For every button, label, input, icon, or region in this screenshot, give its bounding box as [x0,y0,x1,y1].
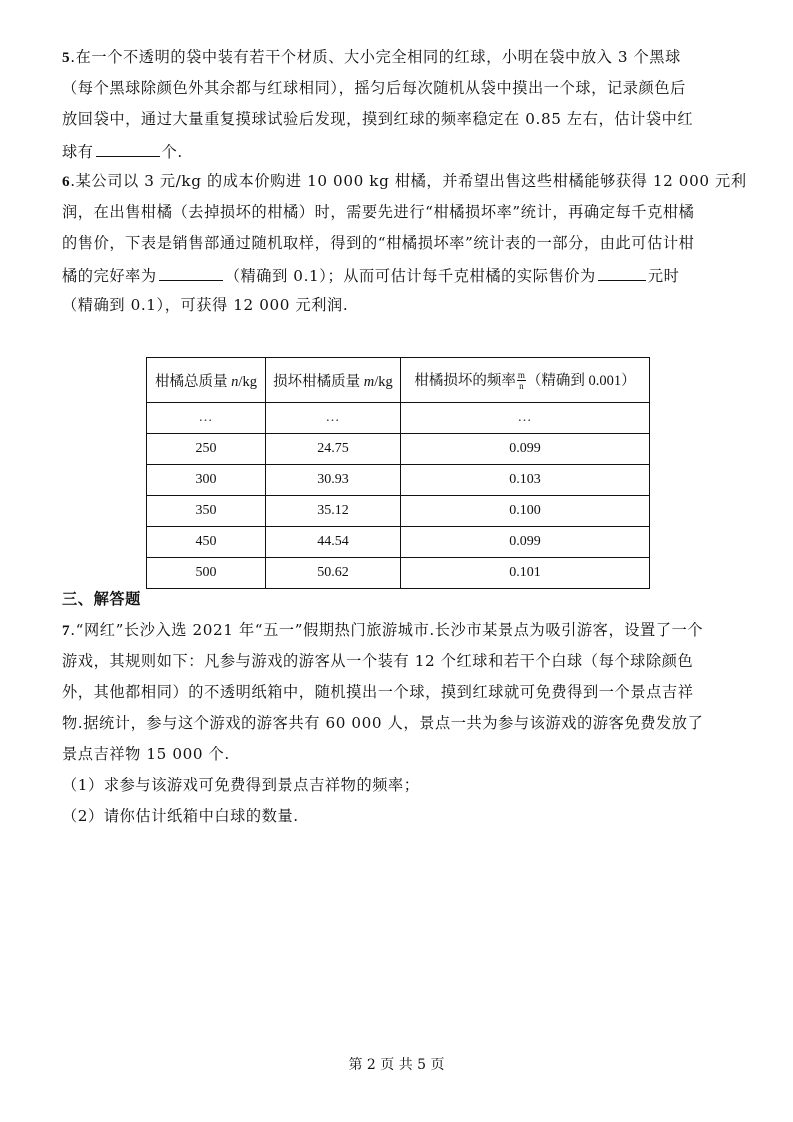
cell-total-mass: … [147,403,266,434]
page-footer: 第 2 页 共 5 页 [348,1057,445,1073]
cell-total-mass: 500 [147,558,266,589]
q6-intact-rate-blank[interactable] [159,264,223,281]
orange-damage-table [146,357,650,589]
cell-damaged-mass: 50.62 [266,558,401,589]
table-row [147,465,650,496]
cell-damaged-mass: 35.12 [266,496,401,527]
q5-line-3: 放回袋中，通过大量重复摸球试验后发现，摸到红球的频率稳定在 0.85 左右，估计袋中红 [62,110,694,128]
table-header-row [147,358,650,403]
cell-frequency: … [401,403,650,434]
cell-damaged-mass: 24.75 [266,434,401,465]
q7-line-1: 7.“网红”长沙入选 2021 年“五一”假期热门旅游城市.长沙市某景点为吸引游客，设置了一个 [62,621,704,639]
section-heading: 三、解答题 [62,590,141,608]
q5-answer-blank[interactable] [96,140,160,157]
q7-subquestion-2: （2）请你估计纸箱中白球的数量. [62,807,299,825]
cell-damaged-mass: 30.93 [266,465,401,496]
cell-damaged-mass: … [266,403,401,434]
q6-line-3: 的售价，下表是销售部通过随机取样，得到的“柑橘损坏率”统计表的一部分，由此可估计柑 [62,234,695,252]
table-row [147,403,650,434]
q6-line-5: （精确到 0.1），可获得 12 000 元利润. [62,296,349,314]
q7-line-4: 物.据统计，参与这个游戏的游客共有 60 000 人，景点一共为参与该游戏的游客免费发放了 [62,714,704,732]
q5-line-2: （每个黑球除颜色外其余都与红球相同），摇匀后每次随机从袋中摸出一个球，记录颜色后 [62,79,686,97]
table-row [147,496,650,527]
q5-number: 5 [62,49,71,66]
header-damaged-mass: 损坏柑橘质量 m/kg [266,358,401,403]
q6-line-4: 橘的完好率为 （精确到 0.1）；从而可估计每千克柑橘的实际售价为 元时 [62,264,679,286]
q5-line-1: 5.在一个不透明的袋中装有若干个材质、大小完全相同的红球，小明在袋中放入 3 个黑球 [62,48,681,66]
fraction-m-over-n: $\frac{m}{n}$ [517,370,525,392]
cell-total-mass: 450 [147,527,266,558]
cell-damaged-mass: 44.54 [266,527,401,558]
cell-frequency: 0.099 [401,434,650,465]
header-damage-frequency: 柑橘损坏的频率 $\frac{m}{n}$ （精确到 0.001） [401,358,650,403]
table-row [147,527,650,558]
header-total-mass: 柑橘总质量 n/kg [147,358,266,403]
cell-total-mass: 300 [147,465,266,496]
cell-total-mass: 250 [147,434,266,465]
q7-number: 7 [62,622,71,639]
q7-line-5: 景点吉祥物 15 000 个. [62,745,230,763]
cell-frequency: 0.103 [401,465,650,496]
cell-frequency: 0.099 [401,527,650,558]
cell-frequency: 0.100 [401,496,650,527]
q6-price-blank[interactable] [598,264,646,281]
q5-line-4: 球有 个. [62,140,183,162]
table-row [147,558,650,589]
table-row [147,434,650,465]
q7-line-3: 外，其他都相同）的不透明纸箱中，随机摸出一个球，摸到红球就可免费得到一个景点吉祥 [62,683,694,701]
q7-line-2: 游戏，其规则如下：凡参与游戏的游客从一个装有 12 个红球和若干个白球（每个球除颜色 [62,652,694,670]
q6-line-1: 6.某公司以 3 元/kg 的成本价购进 10 000 kg 柑橘，并希望出售这些柑橘能够获得 12 000 元利 [62,172,747,190]
cell-total-mass: 350 [147,496,266,527]
q7-subquestion-1: （1）求参与该游戏可免费得到景点吉祥物的频率； [62,776,420,794]
q6-line-2: 润，在出售柑橘（去掉损坏的柑橘）时，需要先进行“柑橘损坏率”统计，再确定每千克柑橘 [62,203,695,221]
q6-number: 6 [62,173,71,190]
cell-frequency: 0.101 [401,558,650,589]
